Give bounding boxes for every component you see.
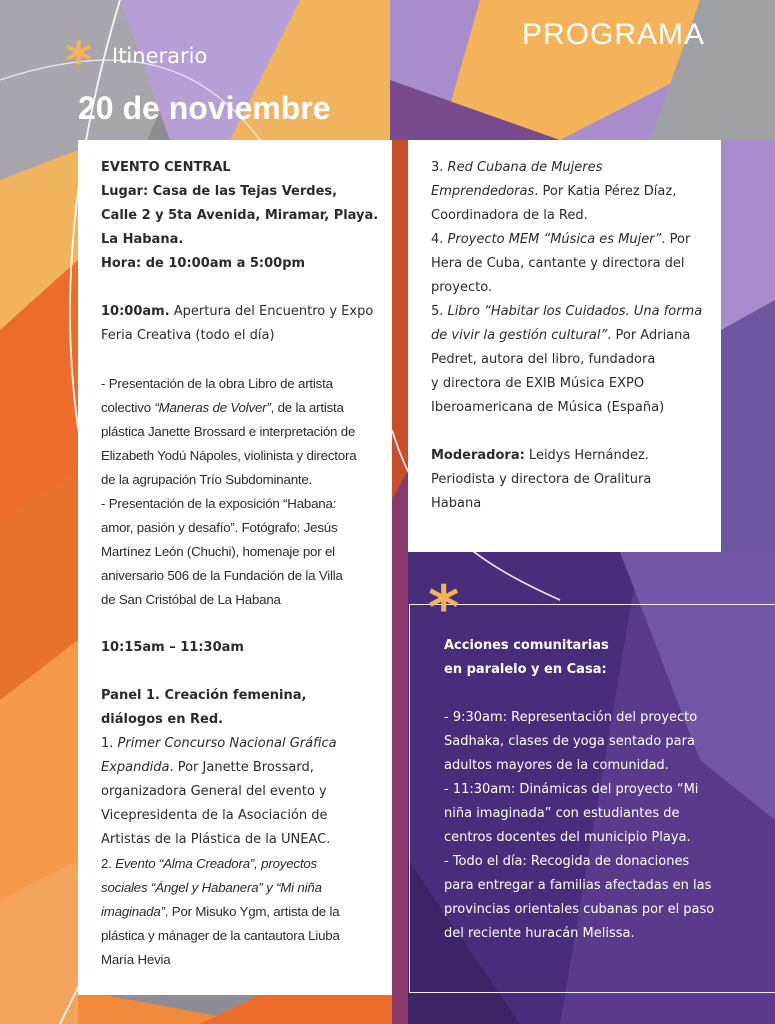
panel-item-2: 2. Evento “Alma Creadora”, proyectos sociales “Ángel y Habanera” y “Mi niña imaginada”. Por Misuko Ygm, artista de la plástica y mánager de la cantautora Liuba María Hevia: [101, 856, 340, 967]
presentation-block: - Presentación de la obra Libro de artista colectivo “Maneras de Volver”, de la artista plástica Janette Brossard e interpretación de Elizabeth Yodú Nápoles, violinista y directora de la agrupación Trío Subdominante. - Presentación de la exposición “Habana: amor, pasión y desafío”. Fotógrafo: Jesús Martínez León (Chuchi), homenaje por el aniversario 506 de la Fundación de la Villa de San Cristóbal de La Habana: [101, 376, 357, 607]
left-program-card: [78, 140, 392, 995]
right-program-card: [408, 140, 721, 552]
community-line: - 9:30am: Representación del proyecto: [444, 710, 698, 725]
community-line: para entregar a familias afectadas en las: [444, 878, 712, 893]
panel-item-3: 3. Red Cubana de Mujeres Emprendedoras. Por Katia Pérez Díaz, Coordinadora de la Red.: [431, 160, 677, 223]
place-line: La Habana.: [101, 232, 184, 247]
place-line: Lugar: Casa de las Tejas Verdes,: [101, 184, 338, 199]
community-line: centros docentes del municipio Playa.: [444, 830, 691, 845]
time-entry: 10:15am – 11:30am: [101, 640, 244, 655]
community-title: en paralelo y en Casa:: [444, 662, 607, 677]
panel-item-4: 4. Proyecto MEM “Música es Mujer”. Por Hera de Cuba, cantante y directora del proyecto.: [431, 232, 691, 295]
asterisk-icon: *: [65, 32, 93, 92]
community-title: Acciones comunitarias: [444, 638, 609, 653]
panel-heading: Panel 1. Creación femenina,: [101, 688, 307, 703]
community-line: provincias orientales cubanas por el paso: [444, 902, 715, 917]
community-line: - 11:30am: Dinámicas del proyecto “Mi: [444, 782, 699, 797]
community-line: del reciente huracán Melissa.: [444, 926, 635, 941]
community-line: - Todo el día: Recogida de donaciones: [444, 854, 690, 869]
time-entry-text: Feria Creativa (todo el día): [101, 328, 275, 343]
event-heading: EVENTO CENTRAL: [101, 160, 231, 175]
panel-heading: diálogos en Red.: [101, 712, 224, 727]
asterisk-icon: *: [428, 573, 460, 643]
community-actions: [444, 634, 744, 946]
panel-item-5: 5. Libro “Habitar los Cuidados. Una forma de vivir la gestión cultural”. Por Adriana Pedret, autora del libro, fundadora y directora de EXIB Música EXPO Iberoamericana de Música (España): [431, 304, 703, 415]
time-entry: 10:00am. Apertura del Encuentro y Expo: [101, 304, 374, 319]
hours-line: Hora: de 10:00am a 5:00pm: [101, 256, 306, 271]
date-title: 20 de noviembre: [78, 90, 331, 126]
place-line: Calle 2 y 5ta Avenida, Miramar, Playa.: [101, 208, 379, 223]
community-line: Sadhaka, clases de yoga sentado para: [444, 734, 695, 749]
panel-item-1: 1. Primer Concurso Nacional Gráfica Expandida. Por Janette Brossard, organizadora General del evento y Vicepresidenta de la Asociación de Artistas de la Plástica de la UNEAC.: [101, 736, 337, 847]
section-label: Itinerario: [112, 44, 208, 68]
community-line: niña imaginada” con estudiantes de: [444, 806, 680, 821]
community-line: adultos mayores de la comunidad.: [444, 758, 669, 773]
program-label: PROGRAMA: [522, 18, 706, 51]
moderator-block: Moderadora: Leidys Hernández. Periodista y directora de Oralitura Habana: [431, 448, 652, 511]
